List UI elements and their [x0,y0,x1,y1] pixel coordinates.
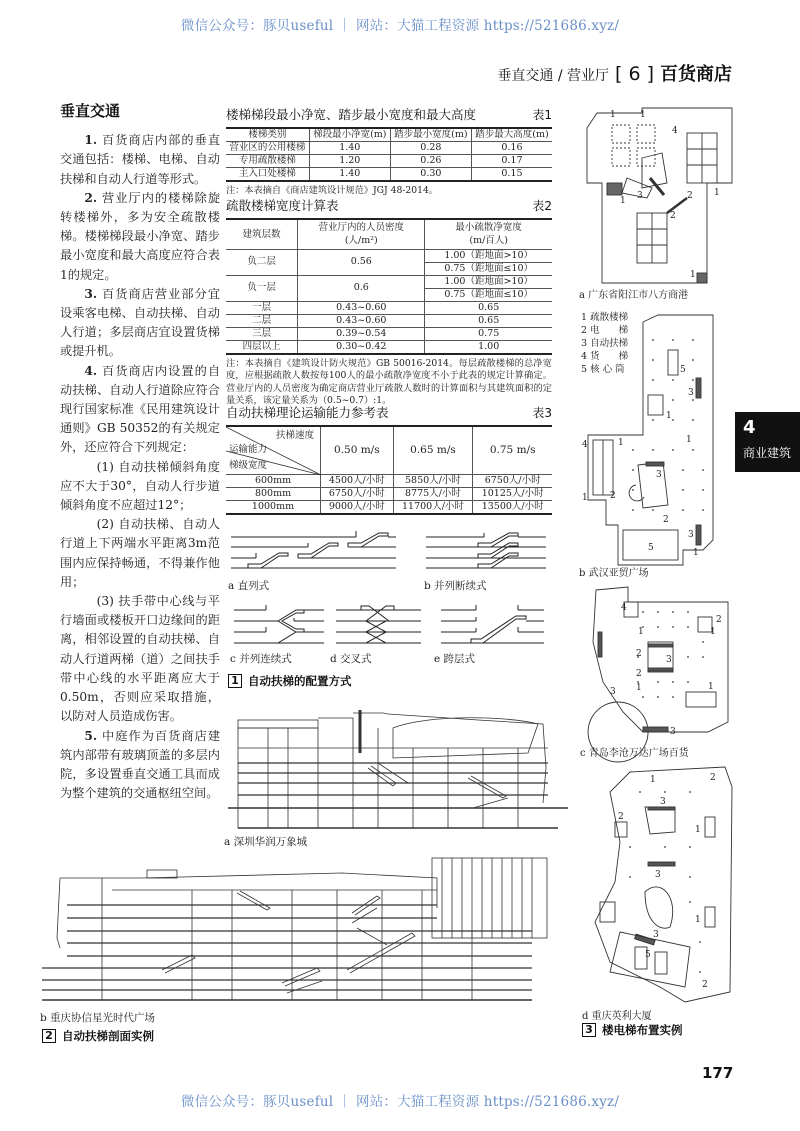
running-head-section: 垂直交通 / 营业厅 [497,68,609,84]
table-1-number: 表1 [532,108,552,122]
svg-text:1: 1 [695,915,701,925]
svg-text:1: 1 [640,110,646,120]
watermark-bottom: 微信公众号：豚贝useful ｜ 网站：大猫工程资源 https://521686.xyz/ [180,1094,620,1110]
body-text-column [60,102,220,803]
table-row: 负二层 0.56 1.00（距地面>10） [226,249,552,262]
table-row: 营业区的公用楼梯 1.40 0.28 0.16 [226,142,552,155]
table-row: 0.75（距地面≤10） [226,262,552,275]
svg-text:1: 1 [690,270,696,280]
svg-text:3: 3 [610,687,616,697]
paragraph-3: 3. 百货商店营业部分宜设乘客电梯、自动扶梯、自动人行道；多层商店宜设置货梯或提升机。 [60,286,221,359]
table-row: 专用疏散楼梯 1.20 0.26 0.17 [226,155,552,168]
table-row: 三层 0.39~0.54 0.75 [226,327,552,340]
svg-text:1: 1 [620,196,626,206]
svg-text:1: 1 [695,825,701,835]
figure-number-box: 2 [42,1029,56,1043]
svg-text:3: 3 [666,655,672,665]
svg-text:3: 3 [656,470,662,480]
table-1-note: 注：本表摘自《商店建筑设计规范》JGJ 48-2014。 [226,185,438,196]
paragraph-1: 1. 百货商店内部的垂直交通包括：楼梯、电梯、自动扶梯和自动人行道等形式。 [60,133,221,186]
section-drawing-chongqing [40,848,557,1024]
table-3-number: 表3 [532,406,552,420]
table-2-number: 表2 [532,199,552,213]
svg-text:2: 2 [716,615,722,625]
svg-text:2: 2 [663,515,669,525]
table-2-note: 注：本表摘自《建筑设计防火规范》GB 50016-2014。每层疏散楼梯的总净宽度，应根据疏散人数按每100人的最小疏散净宽度不小于此表的规定计算确定。营业厅内的人员密度为确定商店营业厅疏散人数时的计算面积与其建筑面积的定量关系，该定量关系为（0.5~0.7）:1。 [226,357,552,406]
watermark-top: 微信公众号：豚贝useful ｜ 网站：大猫工程资源 https://521686.xyz/ [180,18,620,34]
svg-text:3: 3 [688,530,694,540]
table-2 [226,218,552,355]
figure-number-box: 1 [228,674,242,688]
table-row: 主入口处楼梯 1.40 0.30 0.15 [226,168,552,182]
diagonal-header-cell: 扶梯速度 运输能力 梯级宽度 [226,426,321,474]
svg-text:1: 1 [650,775,656,785]
table-1-title: 楼梯梯段最小净宽、踏步最小宽度和最大高度 [226,107,477,122]
section-heading: 垂直交通 [60,102,121,120]
table-row: 600mm 4500人/小时 5850人/小时 6750人/小时 [226,474,552,487]
svg-text:1: 1 [686,435,692,445]
svg-text:5: 5 [645,950,651,960]
figure-2-title: 2 自动扶梯剖面实例 [42,1028,154,1044]
svg-text:1: 1 [638,627,644,637]
svg-text:3: 3 [660,797,666,807]
svg-text:3: 3 [655,870,661,880]
svg-text:3: 3 [688,388,694,398]
svg-text:5: 5 [680,365,686,375]
paragraph-4-3: (3) 扶手带中心线与平行墙面或楼板开口边缘间的距离，相邻设置的自动扶梯、自动人行道两梯（道）之间扶手带中心线的水平距离应大于0.50m，否则应采取措施，以防对人员造成伤害。 [60,594,220,724]
table-3 [226,425,552,515]
paragraph-5: 5. 中庭作为百货商店建筑内部带有玻璃顶盖的多层内院，多设置垂直交通工具而成为整个建筑的交通枢纽空间。 [60,728,221,801]
floor-plan-yangjiang [579,103,732,301]
paragraph-4-2: (2) 自动扶梯、自动人行道上下两端水平距离3m范围内应保持畅通，不得兼作他用； [60,517,220,589]
section-drawing-shenzhen [224,708,568,848]
figure-1-title: 1 自动扶梯的配置方式 [228,673,352,689]
figure-3c-caption: c 青岛李沧万达广场百货 [580,748,689,759]
table-row: 四层以上 0.30~0.42 1.00 [226,340,552,354]
floor-plan-wuhan [579,310,728,579]
svg-text:4: 4 [672,126,678,136]
table-3-block [226,403,552,515]
figure-2b-caption: b 重庆协信星光时代广场 [40,1012,156,1024]
svg-text:2: 2 [670,211,676,221]
svg-text:2: 2 [636,669,642,679]
svg-text:4: 4 [582,440,588,450]
figure-1 [226,525,556,695]
running-head-number: [ 6 ] [615,63,654,85]
svg-text:1: 1 [666,411,672,421]
svg-text:2: 2 [618,812,624,822]
table-header-row: 扶梯速度 运输能力 梯级宽度 0.50 m/s 0.65 m/s 0.75 m/s [226,426,552,474]
svg-text:1: 1 [582,493,588,503]
svg-text:1: 1 [714,188,720,198]
table-1-block [226,105,552,198]
table-row: 一层 0.43~0.60 0.65 [226,301,552,314]
paragraph-2: 2. 营业厅内的楼梯除旋转楼梯外，多为安全疏散楼梯。楼梯梯段最小净宽、踏步最小宽度和最大高度应符合表1的规定。 [60,190,221,282]
figure-1c-caption: c 并列连续式 [230,653,292,665]
table-row: 800mm 6750人/小时 8775人/小时 10125人/小时 [226,487,552,500]
figure-3a-caption: a 广东省阳江市八方商港 [579,290,689,301]
svg-text:3: 3 [670,727,676,737]
floor-plan-chongqing-yingli [582,762,740,1022]
table-2-block [226,196,552,408]
svg-text:1: 1 [618,438,624,448]
page-number: 177 [702,1064,734,1082]
svg-text:3: 3 [637,191,643,201]
figure-1b-caption: b 并列断续式 [424,580,487,592]
figure-3-title: 3 楼电梯布置实例 [582,1022,683,1038]
paragraph-4: 4. 百货商店内设置的自动扶梯、自动人行道除应符合现行国家标准《民用建筑设计通则》GB 50352的有关规定外，还应符合下列规定： [60,363,221,455]
figure-3b-caption: b 武汉亚贸广场 [579,568,649,579]
table-2-title: 疏散楼梯宽度计算表 [226,198,339,213]
svg-text:2: 2 [636,649,642,659]
table-row: 1000mm 9000人/小时 11700人/小时 13500人/小时 [226,500,552,514]
svg-text:1: 1 [710,627,716,637]
svg-text:2: 2 [710,773,716,783]
svg-text:1: 1 [708,682,714,692]
table-3-title: 自动扶梯理论运输能力参考表 [226,405,389,420]
table-row: 二层 0.43~0.60 0.65 [226,314,552,327]
svg-text:1: 1 [610,110,616,120]
table-row: 0.75（距地面≤10） [226,288,552,301]
figure-1e-caption: e 跨层式 [434,653,476,665]
table-1 [226,127,552,182]
figure-number-box: 3 [582,1023,596,1037]
svg-text:2: 2 [610,491,616,501]
running-head [497,60,732,86]
table-header-row: 楼梯类别 梯段最小净宽(m) 踏步最小宽度(m) 踏步最大高度(m) [226,128,552,142]
running-head-chapter: 百货商店 [660,64,732,85]
floor-plan-qingdao [580,582,728,759]
svg-text:4: 4 [621,603,627,613]
svg-text:1: 1 [636,683,642,693]
svg-text:2: 2 [687,191,693,201]
chapter-tab: 4 商业建筑 [735,412,800,472]
table-header-row: 建筑层数 营业厅内的人员密度 (人/m²) 最小疏散净宽度 (m/百人) [226,219,552,249]
paragraph-4-1: (1) 自动扶梯倾斜角度应不大于30°，自动人行步道倾斜角度不应超过12°； [60,459,220,513]
figure-1d-caption: d 交叉式 [330,653,372,665]
svg-text:5: 5 [648,543,654,553]
svg-text:3: 3 [653,930,659,940]
table-row: 负一层 0.6 1.00（距地面>10） [226,275,552,288]
svg-text:1: 1 [693,548,699,558]
svg-text:2: 2 [702,980,708,990]
figure-3d-caption: d 重庆英利大厦 [582,1011,652,1022]
floor-plan-legend: 1 疏散楼梯 2 电 梯 3 自动扶梯 4 货 梯 5 核 心 筒 [581,312,629,375]
figure-2a-caption: a 深圳华润万象城 [224,836,308,848]
figure-1a-caption: a 直列式 [228,580,270,592]
